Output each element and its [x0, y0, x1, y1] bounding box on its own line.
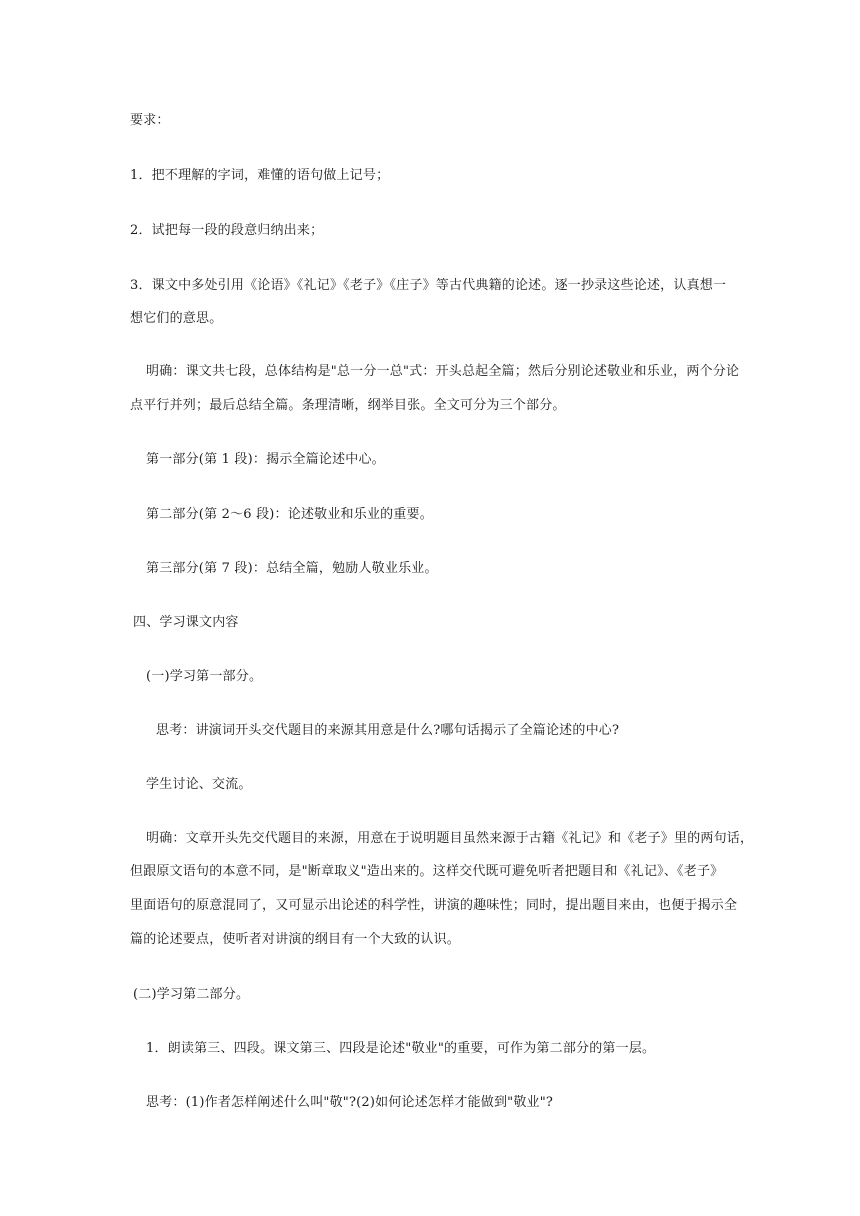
requirement-item-2: 2．试把每一段的段意归纳出来； [130, 223, 324, 238]
clarification-opening-line-3: 里面语句的原意混同了，又可显示出论述的科学性，讲演的趣味性；同时，提出题目来由，也便于揭示全 [130, 898, 738, 913]
reading-instruction: 1．朗读第三、四段。课文第三、四段是论述"敬业"的重要，可作为第二部分的第一层。 [146, 1041, 656, 1056]
requirement-item-3-line-1: 3．课文中多处引用《论语》《礼记》《老子》《庄子》等古代典籍的论述。逐一抄录这些论述，认真想一 [130, 278, 727, 293]
clarification-opening-line-1: 明确：文章开头先交代题目的来源，用意在于说明题目虽然来源于古籍《礼记》和《老子》里的两句话， [146, 831, 754, 846]
clarification-opening [130, 830, 754, 950]
subsection-2-heading: (二)学习第二部分。 [133, 987, 250, 1002]
requirement-item-1: 1．把不理解的字词，难懂的语句做上记号； [130, 168, 390, 183]
think-question-1: 思考：讲演词开头交代题目的来源其用意是什么?哪句话揭示了全篇论述的中心? [156, 723, 620, 738]
requirement-item-3 [130, 277, 740, 331]
student-discussion: 学生讨论、交流。 [146, 777, 252, 792]
clarification-structure-line-1: 明确：课文共七段，总体结构是"总一分一总"式：开头总起全篇；然后分别论述敬业和乐业，两个分论 [146, 364, 740, 379]
part-1-summary: 第一部分(第 1 段)：揭示全篇论述中心。 [146, 452, 385, 467]
clarification-opening-line-4: 篇的论述要点，使听者对讲演的纲目有一个大致的认识。 [130, 932, 461, 947]
think-question-2: 思考：(1)作者怎样阐述什么叫"敬"?(2)如何论述怎样才能做到"敬业"? [146, 1095, 554, 1110]
clarification-structure [130, 363, 740, 417]
requirement-item-3-line-2: 想它们的意思。 [130, 311, 223, 326]
part-2-summary: 第二部分(第 2～6 段)：论述敬业和乐业的重要。 [146, 507, 433, 522]
part-3-summary: 第三部分(第 7 段)：总结全篇，勉励人敬业乐业。 [146, 561, 438, 576]
clarification-opening-line-2: 但跟原文语句的本意不同，是"断章取义"造出来的。这样交代既可避免听者把题目和《礼记》、《老子》 [130, 864, 724, 879]
clarification-structure-line-2: 点平行并列；最后总结全篇。条理清晰，纲举目张。全文可分为三个部分。 [130, 398, 566, 413]
subsection-1-heading: (一)学习第一部分。 [146, 669, 263, 684]
section-4-heading: 四、学习课文内容 [133, 615, 239, 630]
requirements-heading: 要求： [130, 113, 170, 128]
